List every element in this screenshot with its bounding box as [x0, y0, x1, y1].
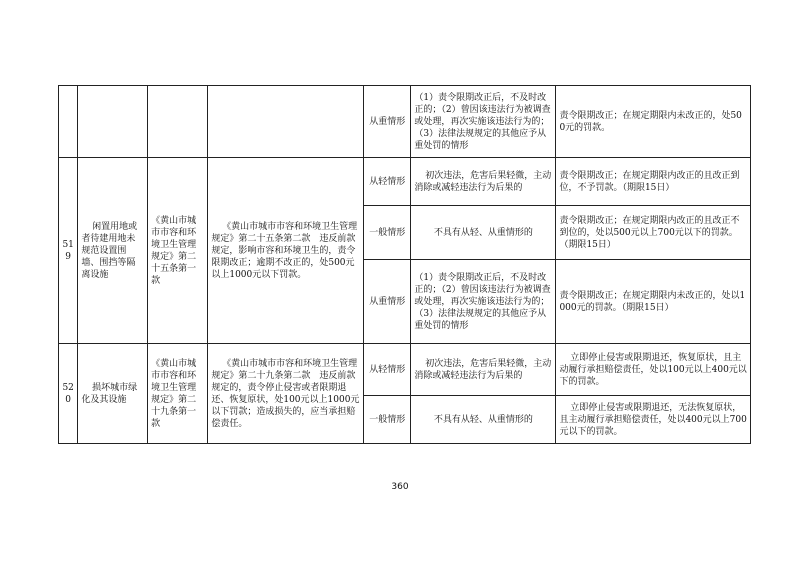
penalty-standard: 责令限期改正；在规定期限内未改正的，处以1000元的罚款。（期限15日）: [556, 260, 751, 344]
circumstance-detail: 不具有从轻、从重情形的: [411, 396, 556, 444]
circumstance: 从重情形: [364, 86, 411, 158]
circumstance: 从轻情形: [364, 344, 411, 396]
legal-basis: 《黄山市城市市容和环境卫生管理规定》第二十五条第一款: [148, 158, 208, 344]
page-number: 360: [391, 482, 409, 492]
circumstance-detail: 初次违法，危害后果轻微，主动消除或减轻违法行为后果的: [411, 158, 556, 206]
circumstance: 一般情形: [364, 396, 411, 444]
circumstance: 从轻情形: [364, 158, 411, 206]
penalty-clause: 《黄山市城市市容和环境卫生管理规定》第二十五条第二款 违反前款规定，影响市容和环境卫生的，责令限期改正；逾期不改正的，处500元以上1000元以下罚款。: [208, 158, 364, 344]
violation-item: 闲置用地或者待建用地未规范设置围墙、围挡等隔离设施: [78, 158, 148, 344]
penalty-standard: 责令限期改正；在规定期限内改正的且改正到位，不予罚款。（期限15日）: [556, 158, 751, 206]
penalty-standard: 责令限期改正；在规定期限内未改正的，处500元的罚款。: [556, 86, 751, 158]
legal-basis: 《黄山市城市市容和环境卫生管理规定》第二十九条第一款: [148, 344, 208, 444]
legal-basis: [148, 86, 208, 158]
circumstance-detail: （1）责令限期改正后，不及时改正的；（2）曾因该违法行为被调查或处理，再次实施该违法行为的；（3）法律法规规定的其他应予从重处罚的情形: [411, 260, 556, 344]
penalty-standard: 立即停止侵害或限期退还，恢复原状，且主动履行承担赔偿责任，处以100元以上400元以下的罚款。: [556, 344, 751, 396]
penalty-clause: [208, 86, 364, 158]
item-number: 520: [59, 344, 78, 444]
penalty-standard: 责令限期改正；在规定期限内改正的且改正不到位的，处以500元以上700元以下的罚款。（期限15日）: [556, 206, 751, 260]
penalty-clause: 《黄山市城市市容和环境卫生管理规定》第二十九条第二款 违反前款规定的，责令停止侵害或者限期退还、恢复原状，处100元以上1000元以下罚款；造成损失的，应当承担赔偿责任。: [208, 344, 364, 444]
violation-item: 损坏城市绿化及其设施: [78, 344, 148, 444]
item-number: 519: [59, 158, 78, 344]
circumstance-detail: 初次违法，危害后果轻微，主动消除或减轻违法行为后果的: [411, 344, 556, 396]
circumstance: 一般情形: [364, 206, 411, 260]
circumstance-detail: 不具有从轻、从重情形的: [411, 206, 556, 260]
circumstance-detail: （1）责令限期改正后，不及时改正的；（2）曾因该违法行为被调查或处理，再次实施该违法行为的；（3）法律法规规定的其他应予从重处罚的情形: [411, 86, 556, 158]
penalty-standard: 立即停止侵害或限期退还，无法恢复原状，且主动履行承担赔偿责任，处以400元以上700元以下的罚款。: [556, 396, 751, 444]
item-number: [59, 86, 78, 158]
table-row: [59, 158, 751, 206]
violation-item: [78, 86, 148, 158]
circumstance: 从重情形: [364, 260, 411, 344]
penalty-table: [58, 85, 751, 444]
table-row: [59, 86, 751, 158]
table-row: [59, 344, 751, 396]
